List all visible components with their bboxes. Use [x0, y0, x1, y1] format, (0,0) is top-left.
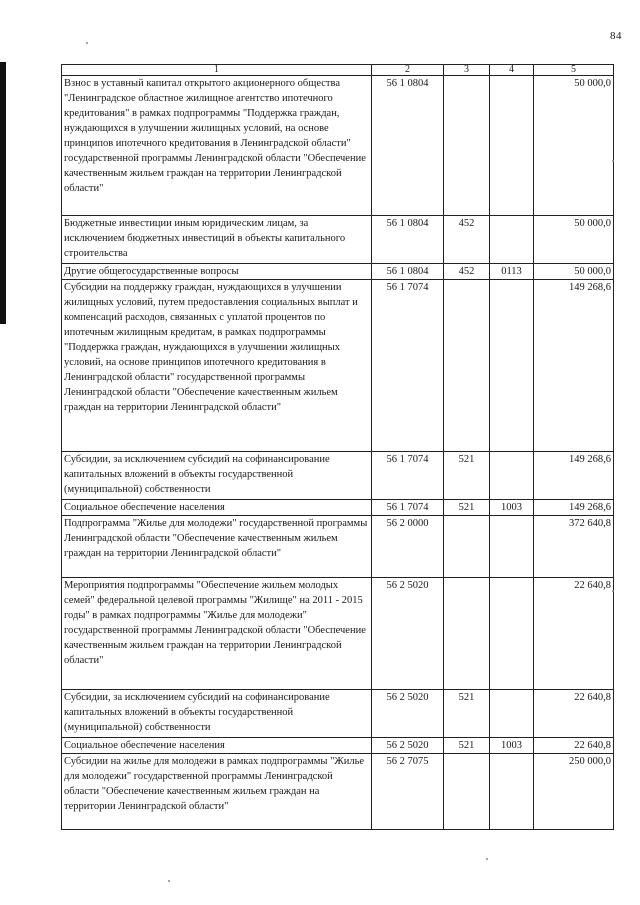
row-code-cell: 56 1 0804: [372, 216, 444, 264]
row-section-cell: [490, 578, 534, 690]
row-code-cell: 56 1 7074: [372, 452, 444, 500]
row-amount-cell: 372 640,8: [534, 516, 614, 578]
row-section-cell: [490, 690, 534, 738]
row-name-cell: Субсидии, за исключением субсидий на софинансирование капитальных вложений в объекты государственной (муниципальной) собственности: [62, 452, 372, 500]
table-row: [62, 216, 614, 264]
row-amount-cell: 50 000,0: [534, 264, 614, 280]
table-row: [62, 578, 614, 690]
table-row: [62, 452, 614, 500]
column-header: 5: [534, 65, 614, 76]
row-amount-cell: 22 640,8: [534, 690, 614, 738]
row-type-cell: [444, 578, 490, 690]
table-body: [62, 76, 614, 830]
row-section-cell: [490, 216, 534, 264]
row-section-cell: [490, 76, 534, 216]
table-row: [62, 280, 614, 452]
table-row: [62, 76, 614, 216]
row-name-cell: Другие общегосударственные вопросы: [62, 264, 372, 280]
row-name-cell: Бюджетные инвестиции иным юридическим лицам, за исключением бюджетных инвестиций в объекты капитального строительства: [62, 216, 372, 264]
table-row: [62, 264, 614, 280]
row-code-cell: 56 2 5020: [372, 690, 444, 738]
row-name-cell: Социальное обеспечение населения: [62, 738, 372, 754]
row-code-cell: 56 1 7074: [372, 500, 444, 516]
table-header-row: [62, 65, 614, 76]
budget-table: [61, 64, 614, 830]
table-row: [62, 516, 614, 578]
row-name-cell: Субсидии на поддержку граждан, нуждающихся в улучшении жилищных условий, путем предоставления социальных выплат и компенсаций расходов, связанных с уплатой процентов по ипотечным жилищным кредитам, в рамках подпрограммы "Поддержка граждан, нуждающихся в улучшении жилищных условий, на основе принципов ипотечного кредитования в Ленинградской области" государственной программы Ленинградской области "Обеспечение качественным жильем граждан на территории Ленинградской области": [62, 280, 372, 452]
row-amount-cell: 149 268,6: [534, 500, 614, 516]
column-header: 4: [490, 65, 534, 76]
table-row: [62, 690, 614, 738]
row-amount-cell: 149 268,6: [534, 452, 614, 500]
scan-speck: [612, 590, 614, 592]
row-name-cell: Субсидии, за исключением субсидий на софинансирование капитальных вложений в объекты государственной (муниципальной) собственности: [62, 690, 372, 738]
row-name-cell: Мероприятия подпрограммы "Обеспечение жильем молодых семей" федеральной целевой программы "Жилище" на 2011 - 2015 годы" в рамках подпрограммы "Жилье для молодежи" государственной программы Ленинградской области "Обеспечение качественным жильем граждан на территории Ленинградской области": [62, 578, 372, 690]
row-section-cell: 1003: [490, 738, 534, 754]
row-amount-cell: 22 640,8: [534, 578, 614, 690]
row-section-cell: 0113: [490, 264, 534, 280]
row-section-cell: [490, 516, 534, 578]
row-code-cell: 56 2 0000: [372, 516, 444, 578]
row-section-cell: [490, 754, 534, 830]
row-amount-cell: 50 000,0: [534, 216, 614, 264]
row-amount-cell: 50 000,0: [534, 76, 614, 216]
page-number: 84: [610, 30, 622, 42]
row-type-cell: 452: [444, 264, 490, 280]
row-type-cell: [444, 516, 490, 578]
row-code-cell: 56 2 7075: [372, 754, 444, 830]
row-type-cell: 521: [444, 500, 490, 516]
scan-edge-mark: [0, 62, 6, 324]
row-name-cell: Подпрограмма "Жилье для молодежи" государственной программы Ленинградской области "Обеспечение качественным жильем граждан на территории Ленинградской области": [62, 516, 372, 578]
table-row: [62, 500, 614, 516]
scan-speck: [168, 880, 170, 882]
row-code-cell: 56 1 0804: [372, 264, 444, 280]
row-type-cell: [444, 754, 490, 830]
table-row: [62, 754, 614, 830]
row-code-cell: 56 2 5020: [372, 738, 444, 754]
column-header: 1: [62, 65, 372, 76]
table-row: [62, 738, 614, 754]
row-code-cell: 56 1 0804: [372, 76, 444, 216]
scan-speck: [86, 42, 88, 44]
row-section-cell: [490, 280, 534, 452]
row-code-cell: 56 1 7074: [372, 280, 444, 452]
column-header: 2: [372, 65, 444, 76]
row-type-cell: 521: [444, 690, 490, 738]
row-amount-cell: 149 268,6: [534, 280, 614, 452]
row-type-cell: 452: [444, 216, 490, 264]
column-header: 3: [444, 65, 490, 76]
row-amount-cell: 250 000,0: [534, 754, 614, 830]
row-section-cell: [490, 452, 534, 500]
row-name-cell: Социальное обеспечение населения: [62, 500, 372, 516]
scan-speck: [486, 858, 488, 860]
scan-speck: [612, 160, 614, 162]
row-type-cell: [444, 280, 490, 452]
row-type-cell: [444, 76, 490, 216]
row-amount-cell: 22 640,8: [534, 738, 614, 754]
row-type-cell: 521: [444, 452, 490, 500]
row-name-cell: Субсидии на жилье для молодежи в рамках подпрограммы "Жилье для молодежи" государственной программы Ленинградской области "Обеспечение качественным жильем граждан на территории Ленинградской области": [62, 754, 372, 830]
row-section-cell: 1003: [490, 500, 534, 516]
row-type-cell: 521: [444, 738, 490, 754]
row-name-cell: Взнос в уставный капитал открытого акционерного общества "Ленинградское областное жилищное агентство ипотечного кредитования" в рамках подпрограммы "Поддержка граждан, нуждающихся в улучшении жилищных условий, на основе принципов ипотечного кредитования в Ленинградской области" государственной программы Ленинградской области "Обеспечение качественным жильем граждан на территории Ленинградской области": [62, 76, 372, 216]
row-code-cell: 56 2 5020: [372, 578, 444, 690]
